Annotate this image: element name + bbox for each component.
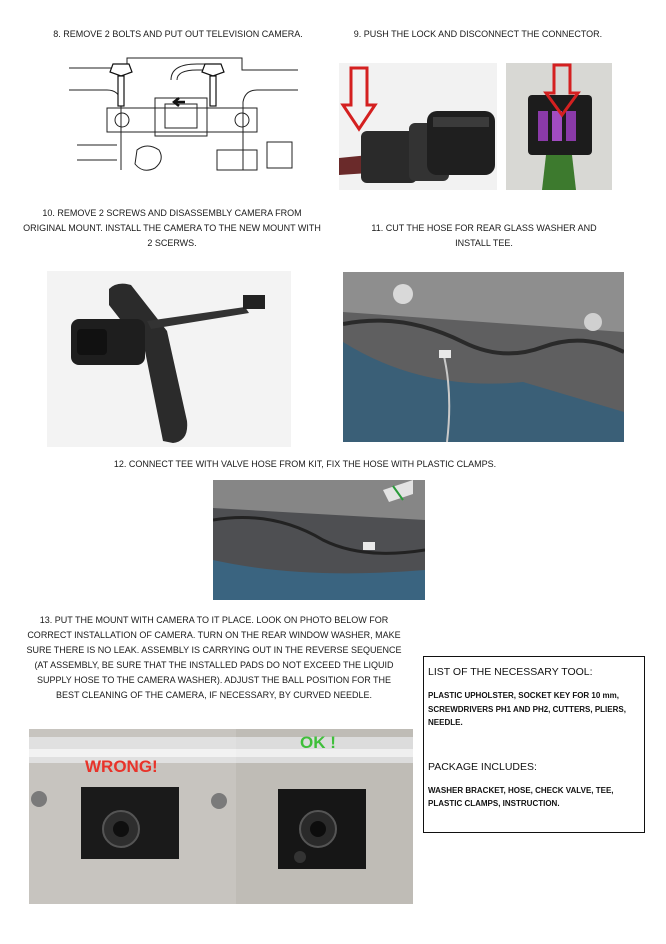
tools-heading: LIST OF THE NECESSARY TOOL: (428, 666, 593, 678)
step-12-photo-valve-hose (213, 480, 425, 600)
package-list: WASHER BRACKET, HOSE, CHECK VALVE, TEE, PLASTIC CLAMPS, INSTRUCTION. (428, 785, 614, 808)
step-8-caption: 8. REMOVE 2 BOLTS AND PUT OUT TELEVISION CAMERA. (53, 29, 303, 39)
step-8-diagram (67, 50, 300, 182)
step-9-photo-connector (339, 63, 497, 190)
step-10-caption: 10. REMOVE 2 SCREWS AND DISASSEMBLY CAMERA FROM ORIGINAL MOUNT. INSTALL THE CAMERA TO THE NEW MOUNT WITH 2 SCERWS. (23, 208, 321, 248)
tools-list: PLASTIC UPHOLSTER, SOCKET KEY FOR 10 mm, SCREWDRIVERS PH1 AND PH2, CUTTERS, PLIERS, NEEDLE. (428, 691, 626, 727)
step-13-caption: 13. PUT THE MOUNT WITH CAMERA TO IT PLACE. LOOK ON PHOTO BELOW FOR CORRECT INSTALLATION OF CAMERA. TURN ON THE REAR WINDOW WASHER, MAKE SURE THERE IS NO LEAK. ASSEMBLY IS CARRYING OUT IN THE REVERSE SEQUENCE (AT ASSEMBLY, BE SURE THAT THE INSTALLED PADS DO NOT EXCEED THE LIQUID SUPPLY HOSE TO THE CAMERA WASHER). ADJUST THE BALL POSITION FOR THE BEST CLEANING OF THE CAMERA, IF NECESSARY, BY CURVED NEEDLE. (26, 615, 402, 700)
wrong-installation-photo (29, 729, 236, 904)
step-9-caption: 9. PUSH THE LOCK AND DISCONNECT THE CONNECTOR. (353, 29, 603, 39)
wrong-label: WRONG! (85, 757, 158, 776)
ok-label: OK ! (300, 733, 336, 752)
step-11-photo-tee (343, 272, 624, 442)
step-10-photo-mount (47, 271, 291, 447)
step-9-photo-lock (506, 63, 612, 190)
step-11-caption: 11. CUT THE HOSE FOR REAR GLASS WASHER AND INSTALL TEE. (371, 223, 597, 248)
package-heading: PACKAGE INCLUDES: (428, 760, 537, 773)
tools-and-package-box (423, 656, 645, 833)
ok-installation-photo (236, 729, 413, 904)
step-12-caption: 12. CONNECT TEE WITH VALVE HOSE FROM KIT, FIX THE HOSE WITH PLASTIC CLAMPS. (113, 459, 497, 469)
bolt-removal-diagram-icon (67, 50, 300, 182)
